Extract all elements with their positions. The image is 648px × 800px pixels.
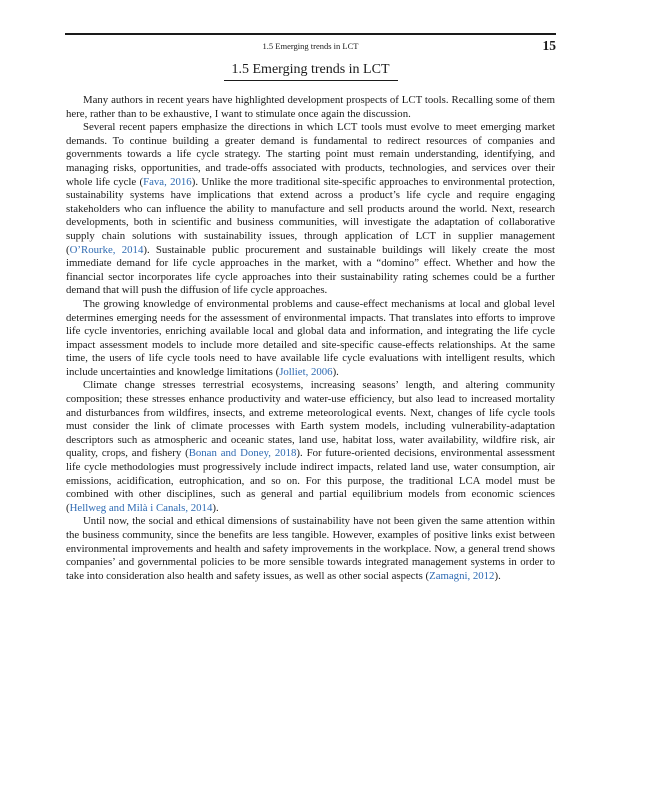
paragraph-2-text-a: Several recent papers emphasize the directions in which LCT tools must evolve to meet emerging market demands. To continue building a greater demand is fundamental to redirect resources of companies and governments towards a life cycle strategy. The starting point must remain understanding, identifying, and managing risks, opportunities, and trade-offs associated with products, technologies, and services over their whole life cycle ( <box>66 121 555 188</box>
paragraph-1-text: Many authors in recent years have highlighted development prospects of LCT tools. Recalling some of them here, rather than to be exhaustive, I want to stimulate once again the discussion. <box>66 94 555 120</box>
paragraph-2-text-c: ). Sustainable public procurement and sustainable buildings will likely create the most immediate demand for life cycle approaches in the market, with a “domino” effect. Whether and how the financial sector incorporates life cycle approaches into their sustainability rating schemes could be a further demand that will push the diffusion of life cycle approaches. <box>66 243 556 297</box>
paragraph-4-text-c: ). <box>212 501 219 514</box>
paragraph-4-text-b: ). For future-oriented decisions, environmental assessment life cycle methodologies must progressively include indirect impacts, related land use, water consumption, air emissions, acidification, eutrophication, and so on. For this purpose, the traditional LCA model must be combined with other disciplines, such as general and partial equilibrium models from economic sciences ( <box>66 447 555 514</box>
paragraph-4-text-a: Climate change stresses terrestrial ecosystems, increasing seasons’ length, and altering community composition; these stresses enhance productivity and water-use efficiency, but also lead to increased mortality and disturbances from wildfires, insects, and extreme meteorological events. Next, changes of life cycle tools must consider the link of climate processes with Earth system models, including vulnerability-adaptation descriptors such as atmospheric and oceanic states, land use, habitat loss, water availability, wildfire risk, air quality, crops, and fishery ( <box>66 379 555 460</box>
paragraph-4 <box>66 379 555 515</box>
paragraph-2 <box>66 121 555 298</box>
citation-bonan-doney-2018[interactable]: Bonan and Doney, 2018 <box>188 447 297 460</box>
section-heading <box>65 60 556 81</box>
body-text <box>66 94 555 583</box>
citation-hellweg-mila-2014[interactable]: Hellweg and Milà i Canals, 2014 <box>69 501 213 514</box>
citation-orourke-2014[interactable]: O’Rourke, 2014 <box>69 243 144 256</box>
section-title: 1.5 Emerging trends in LCT <box>224 62 398 81</box>
paragraph-3 <box>66 298 555 380</box>
running-title: 1.5 Emerging trends in LCT <box>262 41 359 51</box>
paragraph-1 <box>66 94 555 121</box>
page-number: 15 <box>542 38 556 53</box>
running-header <box>65 40 556 54</box>
citation-jolliet-2006[interactable]: Jolliet, 2006 <box>279 365 333 378</box>
paragraph-2-text-b: ). Unlike the more traditional site-specific approaches to environmental protection, sustainability systems have implications that extend across a product’s life cycle and require engaging stakeholders who can influence the ability to manufacture and sell products around the world. Next, research developments, both in scientific and business communities, will investigate the adaptation of collaborative supply chain solutions with sustainability issues, through application of LCT in supplier management ( <box>66 175 555 256</box>
top-rule <box>65 33 556 35</box>
paragraph-5-text-a: Until now, the social and ethical dimensions of sustainability have not been given the same attention within the business community, since the benefits are less tangible. However, examples of positive links exist between environmental improvements and health and safety improvements in the workplace. Now, a general trend shows companies’ and governmental policies to be more sensible towards integrated management systems in order to take into consideration also health and safety issues, as well as other social aspects ( <box>66 515 555 582</box>
paragraph-3-text-a: The growing knowledge of environmental problems and cause-effect mechanisms at local and global level determines emerging needs for the assessment of environmental impacts. That translates into efforts to improve life cycle inventories, enriching available local and global data and information, and integrating the life cycle impact assessment models to include more detailed and site-specific cause-effects relationships. At the same time, the users of life cycle tools need to have available life cycle evaluations with intelligent results, which include uncertainties and knowledge limitations ( <box>66 297 555 378</box>
paragraph-5-text-b: ). <box>494 569 501 582</box>
citation-fava-2016[interactable]: Fava, 2016 <box>143 175 192 188</box>
paragraph-5 <box>66 515 555 583</box>
paragraph-3-text-b: ). <box>332 365 339 378</box>
citation-zamagni-2012[interactable]: Zamagni, 2012 <box>429 569 495 582</box>
